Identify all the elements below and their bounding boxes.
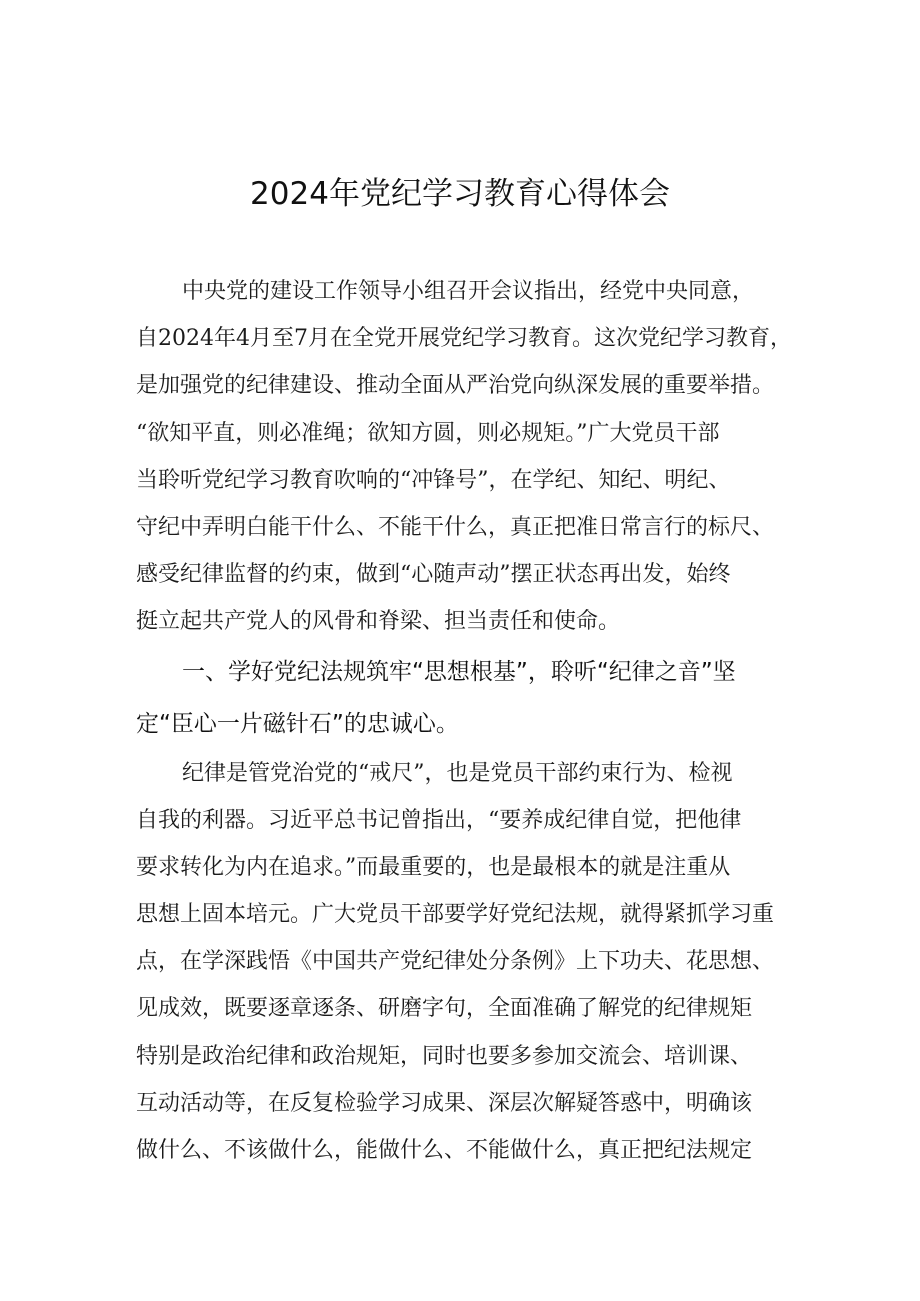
paragraph-line: 要求转化为内在追求。”而最重要的，也是最根本的就是注重从: [136, 854, 731, 880]
paragraph-line: 感受纪律监督的约束，做到“心随声动”摆正状态再出发，始终: [136, 562, 731, 588]
paragraph-line: 点，在学深践悟《中国共产党纪律处分条例》上下功夫、花思想、: [136, 949, 775, 975]
paragraph-line: 纪律是管党治党的“戒尺”，也是党员干部约束行为、检视: [182, 760, 733, 786]
paragraph-line: 做什么、不该做什么，能做什么、不能做什么，真正把纪法规定: [136, 1138, 753, 1163]
paragraph-line: 挺立起共产党人的风骨和脊梁、担当责任和使命。: [136, 609, 621, 635]
paragraph-line: “欲知平直，则必准绳；欲知方圆，则必规矩。”广大党员干部: [136, 420, 720, 446]
paragraph-line: 自2024年4月至7月在全党开展党纪学习教育。这次党纪学习教育，: [136, 326, 792, 352]
paragraph-line: 自我的利器。习近平总书记曾指出，“要养成纪律自觉，把他律: [136, 807, 742, 833]
paragraph-line: 是加强党的纪律建设、推动全面从严治党向纵深发展的重要举措。: [136, 373, 775, 399]
paragraph-line: 当聆听党纪学习教育吹响的“冲锋号”，在学纪、知纪、明纪、: [136, 467, 731, 493]
section-heading-line: 一、学好党纪法规筑牢“思想根基”，聆听“纪律之音”坚: [182, 658, 736, 685]
paragraph-line: 守纪中弄明白能干什么、不能干什么，真正把准日常言行的标尺、: [136, 514, 775, 540]
paragraph-line: 互动活动等，在反复检验学习成果、深层次解疑答惑中，明确该: [136, 1090, 753, 1116]
section-heading-line: 定“臣心一片磁针石”的忠诚心。: [136, 710, 459, 737]
paragraph-line: 中央党的建设工作领导小组召开会议指出，经党中央同意，: [182, 279, 755, 304]
paragraph-line: 见成效，既要逐章逐条、研磨字句，全面准确了解党的纪律规矩: [136, 996, 753, 1022]
paragraph-line: 特别是政治纪律和政治规矩，同时也要多参加交流会、培训课、: [136, 1043, 753, 1069]
document-title: 2024年党纪学习教育心得体会: [250, 176, 670, 212]
document-body: [136, 268, 796, 1174]
paragraph-line: 思想上固本培元。广大党员干部要学好党纪法规，就得紧抓学习重: [136, 902, 775, 928]
